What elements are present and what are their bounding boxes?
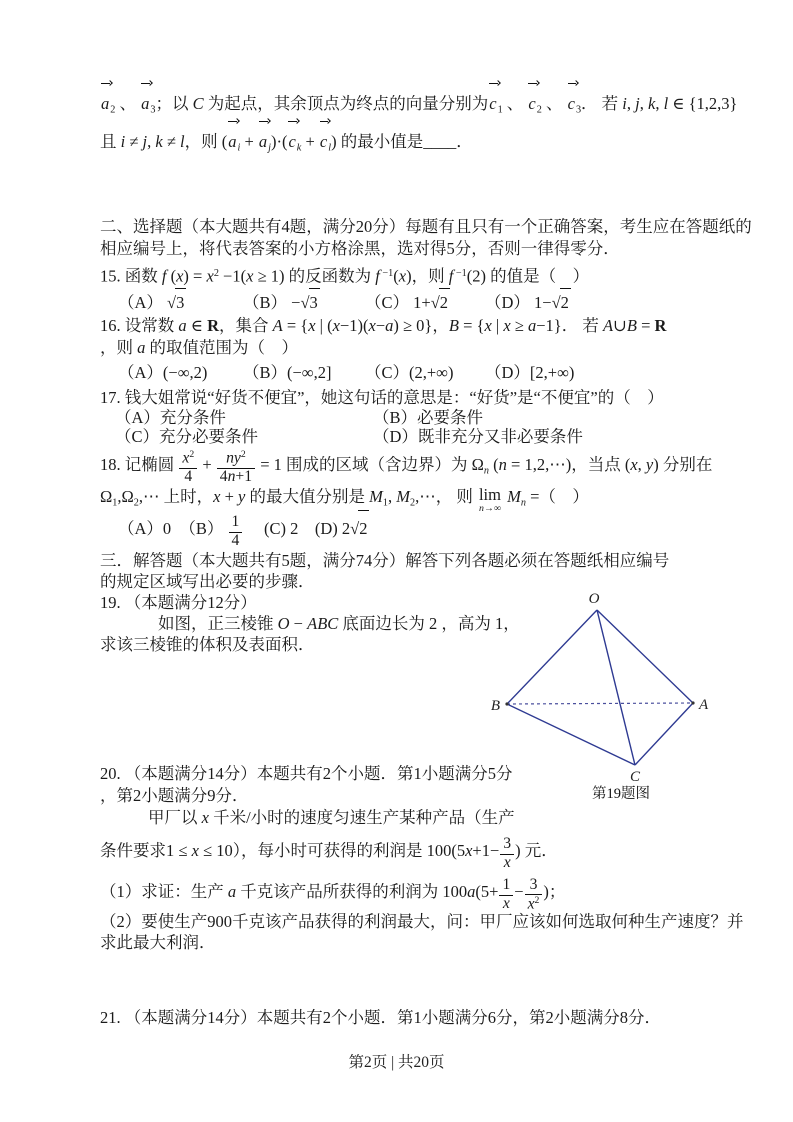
q17-option-d: （D）既非充分又非必要条件	[373, 427, 583, 446]
section-3-header	[100, 550, 700, 592]
q17-option-b: （B）必要条件	[373, 408, 484, 427]
figure-vertex-label-O: O	[588, 591, 600, 607]
figure-edge-BA-dashed	[507, 703, 693, 704]
section-2-header-line-1: 二、选择题（本大题共有4题，满分20分）每题有且只有一个正确答案，考生应在答题纸的	[100, 217, 752, 236]
q18-stem-line-2: $\Omega_1,\Omega_2,\cdots$ 上时，x + y 的最大值分别是 $M_1$, $M_2,\cdots$， 则 lim n→∞ $M_n$ =（ ）	[100, 484, 589, 515]
q19-body-line-1: 如图，正三棱锥 O − ABC 底面边长为 2 ，高为 1，	[158, 614, 520, 633]
q16-option-c: （C）(2,+∞)	[365, 363, 454, 382]
fill-question-line-1: $a_2$ 、 $a_3$；以 C 为起点，其余顶点为终点的向量分别为$c_1$ 、 $c_2$ 、 $c_3$． 若 i, j, k, l ∈ {1,2,3}	[100, 85, 700, 123]
figure-edge-OC	[597, 610, 635, 765]
q19-figure-tetrahedron	[488, 590, 718, 805]
q15-options	[100, 288, 700, 315]
q15-option-a: （A） √3	[118, 288, 243, 316]
q18-stem-line-1: 18. 记椭圆 $\frac{x^2}{4}$ + $\frac{ny^2}{4n+1}$ = 1 围成的区域（含边界）为 $\Omega_n$ (n = 1,2,⋯)，当点 (x, y) 分别在	[100, 449, 713, 486]
q16-option-a: （A）(−∞,2)	[118, 363, 208, 382]
q19-body-line-2: 求该三棱锥的体积及表面积．	[100, 635, 315, 654]
figure-vertex-label-B: B	[490, 698, 500, 714]
section-2-header	[100, 216, 752, 260]
figure-vertex-label-C: C	[629, 769, 641, 785]
figure-edge-CA	[635, 703, 693, 765]
q16-option-d: （D）[2,+∞)	[485, 363, 575, 382]
q15-option-c: （C） 1+√2	[365, 288, 485, 316]
q17-option-c: （C）充分必要条件	[115, 427, 259, 446]
q17-option-a: （A）充分条件	[115, 408, 226, 427]
q20-body-line-1: 甲厂以 x 千米/小时的速度匀速生产某种产品（生产	[148, 808, 515, 827]
q19-heading: 19. （本题满分12分）	[100, 593, 257, 612]
q15-stem: 15. 函数 f $(x) = x^2 -1(x \ge 1)$ 的反函数为 f $^{-1}$(x)，则 f $^{-1}$(2) 的值是（ ）	[100, 266, 590, 286]
section-3-header-line-1: 三．解答题（本大题共有5题，满分74分）解答下列各题必须在答题纸相应编号	[100, 551, 670, 570]
q20-part-2-line-1: （2）要使生产900千克该产品获得的利润最大，问：甲厂应该如何选取何种生产速度？并	[100, 912, 744, 931]
q17-stem: 17. 钱大姐常说“好货不便宜”，她这句话的意思是：“好货”是“不便宜”的（ ）	[100, 388, 664, 407]
page-footer: 第2页 | 共20页	[348, 1054, 445, 1071]
q20-body-line-2: 条件要求1 ≤ x ≤ 10），每小时可获得的利润是 100(5x+1− $\frac{3}{x}$ ) 元．	[100, 835, 558, 872]
q20-heading-line-1: 20. （本题满分14分）本题共有2个小题．第1小题满分5分	[100, 764, 513, 783]
fill-question-line-2: 且 i ≠ j, k ≠ l，则 $(a_i + a_j)\cdot(c_k + c_l)$ 的最小值是____．	[100, 123, 700, 161]
q15-option-d: （D） 1−√2	[485, 288, 700, 316]
figure-edge-OB	[507, 610, 597, 704]
figure-edge-BC	[507, 704, 635, 765]
q15-option-b: （B） −√3	[243, 288, 365, 316]
figure-caption: 第19题图	[592, 786, 650, 802]
q21-heading: 21. （本题满分14分）本题共有2个小题．第1小题满分6分，第2小题满分8分．	[100, 1008, 661, 1027]
fill-question-block	[100, 85, 738, 161]
q20-heading-line-2: ，第2小题满分9分．	[100, 786, 249, 805]
page-content	[100, 85, 752, 1029]
q18-options: （A）0 （B） $\frac{1}{4}$ (C) 2 (D) 2√2	[100, 510, 700, 546]
q16-options	[100, 359, 700, 387]
q20-part-1: （1）求证：生产 a 千克该产品所获得的利润为 100a(5+ $\frac{1}{x}$ − $\frac{3}{x^2}$ )；	[100, 876, 566, 913]
section-3-header-line-2: 的规定区域写出必要的步骤．	[100, 572, 315, 591]
figure-vertex-B-dot	[505, 702, 508, 705]
q16-stem-line-2: ，则 a 的取值范围为（ ）	[100, 338, 298, 357]
q17-options	[100, 408, 700, 446]
figure-vertex-A-dot	[691, 701, 694, 704]
q16-stem-line-1: 16. 设常数 a ∈ R，集合 A = {x | (x−1)(x−a) ≥ 0}，B = {x | x ≥ a−1}． 若 A∪B = R	[100, 316, 667, 335]
section-2-header-line-2: 相应编号上，将代表答案的小方格涂黑，选对得5分，否则一律得零分．	[100, 239, 620, 258]
q20-part-2-line-2: 求此最大利润．	[100, 933, 216, 952]
figure-vertex-label-A: A	[699, 697, 709, 713]
figure-edge-OA	[597, 610, 693, 703]
q16-option-b: （B）(−∞,2]	[243, 363, 332, 382]
